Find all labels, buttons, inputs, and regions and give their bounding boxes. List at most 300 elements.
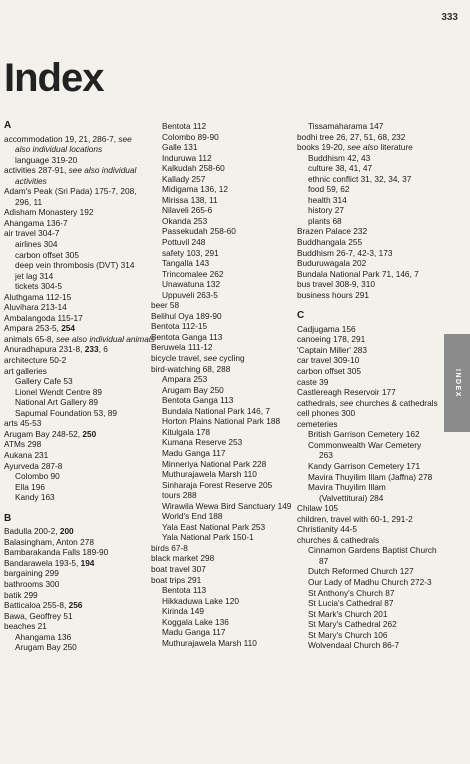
index-subentry [151,258,291,269]
entry-text: Madu Ganga 117 [162,447,226,458]
entry-text: Ambalangoda 115-17 [4,312,83,323]
entry-text: see also individual [68,165,137,176]
index-subentry [151,163,291,174]
index-subentry [297,609,439,620]
index-entry [297,524,439,535]
entry-text: deep vein thrombosis (DVT) 314 [15,260,135,271]
index-subentry [151,184,291,195]
entry-text: also individual locations [15,144,103,155]
entry-text: Buddhangala 255 [297,237,363,248]
entry-text: Bentota 112-15 [151,321,208,332]
index-subentry [151,532,291,543]
index-subentry [151,142,291,153]
entry-text: ATMs 298 [4,439,42,450]
entry-text: Sapumal Foundation 53, 89 [15,407,117,418]
entry-text: arts 45-53 [4,418,42,429]
entry-text: Arugam Bay 250 [162,384,224,395]
entry-text: beaches 21 [4,621,47,632]
index-subentry [151,121,291,132]
letter-heading: B [4,512,12,524]
entry-text: Ayurveda 287-8 [4,460,63,471]
index-entry [297,226,439,237]
index-subentry [297,461,439,472]
index-entry [4,228,158,239]
entry-text: Lionel Wendt Centre 89 [15,386,103,397]
index-subentry [151,448,291,459]
entry-text: 233 [84,344,99,355]
entry-text: Muthurajawela Marsh 110 [162,637,257,648]
entry-text: St Mary's Church 106 [308,629,388,640]
entry-text: Pottuvil 248 [162,237,206,248]
entry-text: caste 39 [297,376,329,387]
entry-text: Aukana 231 [4,449,49,460]
letter-heading: C [297,310,305,322]
index-subentry [297,472,439,483]
entry-text: black market 298 [151,553,215,564]
index-subentry [151,416,291,427]
entry-text: Aluvihara 213-14 [4,302,67,313]
index-entry [4,547,158,558]
entry-text: bathrooms 300 [4,578,60,589]
entry-text: architecture 50-2 [4,355,67,366]
index-subentry [4,642,158,653]
index-entry [4,429,158,440]
index-subentry [297,440,439,451]
entry-text: bicycle travel, [151,353,204,364]
entry-text: 263 [319,450,333,461]
index-subentry [151,596,291,607]
entry-text: Tissamaharama 147 [308,121,384,131]
index-subentry [151,511,291,522]
section-tab-label: INDEX [453,368,461,398]
entry-text: tickets 304-5 [15,281,63,292]
index-entry [297,334,439,345]
entry-text: 200 [59,526,74,537]
entry-text: air travel 304-7 [4,228,60,239]
entry-text: birds 67-8 [151,542,188,553]
index-subentry [151,585,291,596]
index-entry [297,355,439,366]
index-entry [4,355,158,366]
entry-text: Cinnamon Gardens Baptist Church [308,545,437,556]
entry-text: Beruwela 111-12 [151,342,213,353]
entry-text: Galle 131 [162,142,198,153]
entry-text: Yala National Park 150-1 [162,532,254,543]
index-entry [4,344,158,355]
index-entry [297,398,439,409]
entry-text: Mirissa 138, 11 [162,194,218,205]
index-entry [297,248,439,259]
index-subentry [297,577,439,588]
entry-text: Kumana Reserve 253 [162,437,243,448]
index-entry [297,366,439,377]
index-subentry [297,588,439,599]
entry-text: Uppuveli 263-5 [162,289,218,300]
index-subentry [151,480,291,491]
index-entry [4,450,158,461]
entry-text: Bentota 113 [162,585,207,596]
index-subentry [151,490,291,501]
index-entry [4,366,158,377]
entry-text: World's End 188 [162,511,223,522]
index-entry [4,439,158,450]
index-column-2 [151,121,291,648]
entry-text: tours 288 [162,490,197,501]
entry-text: Ampara 253-5, [4,323,62,334]
index-subentry [151,290,291,301]
entry-text: Cadjugama 156 [297,323,356,334]
entry-text: ethnic conflict 31, 32, 34, 37 [308,173,412,184]
index-subentry [4,471,158,482]
index-subentry [4,250,158,261]
index-entry [297,377,439,388]
entry-text: Minneriya National Park 228 [162,458,267,469]
entry-text: books 19-20, [297,142,348,153]
letter-heading: A [4,120,12,131]
index-subentry [4,482,158,493]
entry-text: Badulla 200-2, [4,526,60,537]
entry-text: boat travel 307 [151,563,206,574]
entry-text: Ahangama 136-7 [4,217,68,228]
entry-text: art galleries [4,365,47,376]
entry-text: Adam's Peak (Sri Pada) 175-7, 208, [4,186,137,197]
entry-text: 194 [80,557,95,568]
index-subentry [151,153,291,164]
entry-text: Batticaloa 255-8, [4,600,69,611]
index-subentry [151,522,291,533]
page-title: Index [4,56,104,100]
index-entry [151,543,291,554]
entry-text: activities [15,175,47,186]
entry-text: Midigama 136, 12 [162,184,228,195]
index-entry [4,418,158,429]
entry-text: food 59, 62 [308,184,350,195]
index-entry [4,558,158,569]
index-subentry [297,450,439,461]
index-entry [151,575,291,586]
entry-text: Nilaveli 265-6 [162,205,213,216]
index-entry [297,419,439,430]
index-subentry [4,271,158,282]
index-entry [151,564,291,575]
index-subentry [151,248,291,259]
entry-text: culture 38, 41, 47 [308,163,373,174]
entry-text: cemeteries [297,418,338,429]
index-entry [4,611,158,622]
index-entry [297,142,439,153]
index-subentry [4,144,158,155]
index-entry [4,590,158,601]
index-subentry [151,606,291,617]
entry-text: carbon offset 305 [297,366,361,377]
index-subentry [151,501,291,512]
entry-text: St Anthony's Church 87 [308,587,395,598]
entry-text: beer 58 [151,300,180,311]
entry-text: Ella 196 [15,481,45,492]
index-subentry [151,374,291,385]
entry-text: animals 65-8, [4,333,57,344]
index-subentry [297,121,439,132]
entry-text: 250 [82,428,97,439]
index-subentry [4,260,158,271]
index-subentry [297,598,439,609]
entry-text: bus travel 308-9, 310 [297,279,375,290]
entry-text: Colombo 89-90 [162,131,219,142]
entry-text: Bandarawela 193-5, [4,557,81,568]
index-entry [4,537,158,548]
index-entry [4,526,158,537]
index-entry [297,132,439,143]
index-entry [297,408,439,419]
index-entry [4,323,158,334]
entry-text: Yala East National Park 253 [162,521,266,532]
entry-text: Kandy 163 [15,492,55,503]
entry-text: Kallady 257 [162,173,206,184]
index-subentry [151,174,291,185]
entry-text: see [203,353,217,364]
index-subentry [151,459,291,470]
entry-text: churches & cathedrals [353,397,438,408]
index-subentry [151,237,291,248]
index-subentry [151,638,291,649]
entry-text: language 319-20 [15,154,78,165]
index-subentry [4,155,158,166]
index-subentry [4,387,158,398]
entry-text: Koggala Lake 136 [162,616,229,627]
index-subentry [297,174,439,185]
entry-text: Trincomalee 262 [162,268,224,279]
entry-text: Tangalla 143 [162,258,210,269]
entry-text: Chilaw 105 [297,503,339,514]
entry-text: Buduruwagala 202 [297,258,367,269]
index-entry [297,290,439,301]
index-subentry [151,132,291,143]
index-entry [151,353,291,364]
entry-text: see also [347,142,379,153]
index-entry [297,324,439,335]
entry-text: churches & cathedrals [297,534,380,545]
entry-text: car travel 309-10 [297,355,360,366]
entry-text: Arugam Bay 250 [15,642,77,653]
index-entry [4,313,158,324]
index-subentry [297,153,439,164]
entry-text: Aluthgama 112-15 [4,291,72,302]
entry-text: 'Captain Miller' 283 [297,344,368,355]
entry-text: Brazen Palace 232 [297,226,368,237]
index-entry [4,579,158,590]
index-subentry [297,195,439,206]
entry-text: see [339,397,354,408]
entry-text: see also individual animals [56,333,155,344]
index-entry [4,165,158,176]
index-entry [151,553,291,564]
index-subentry [151,406,291,417]
entry-text: Bentota Ganga 113 [151,331,223,342]
index-entry [4,568,158,579]
entry-text: carbon offset 305 [15,249,79,260]
index-subentry [151,269,291,280]
index-entry [4,334,158,345]
entry-text: boat trips 291 [151,574,202,585]
entry-text: Okanda 253 [162,215,208,226]
entry-text: Adisham Monastery 192 [4,207,94,218]
entry-text: bargaining 299 [4,568,59,579]
index-subentry [297,205,439,216]
entry-text: Kirinda 149 [162,606,204,617]
entry-text: cathedrals, [297,397,340,408]
index-entry [297,345,439,356]
index-entry [4,207,158,218]
entry-text: activities 287-91, [4,165,69,176]
index-subentry [297,566,439,577]
entry-text: bodhi tree 26, 27, 51, 68, 232 [297,131,406,142]
entry-text: Buddhism 26-7, 42-3, 173 [297,247,393,258]
index-entry [4,218,158,229]
index-column-3 [297,121,439,651]
entry-text: batik 299 [4,589,38,600]
entry-text: Bundala National Park 71, 146, 7 [297,268,419,279]
entry-text: Buddhism 42, 43 [308,152,371,163]
entry-text: 256 [68,600,83,611]
index-subentry [297,429,439,440]
index-subentry [297,619,439,630]
entry-text: Kitulgala 178 [162,426,210,437]
index-entry [4,461,158,472]
entry-text: Horton Plains National Park 188 [162,416,281,427]
entry-text: 254 [61,323,76,334]
entry-text: Arugam Bay 248-52, [4,428,83,439]
index-column-1 [4,121,158,653]
index-subentry [4,492,158,503]
index-entry [297,514,439,525]
entry-text: Induruwa 112 [162,152,212,163]
index-subentry [297,640,439,651]
index-subentry [151,385,291,396]
entry-text: 87 [319,555,329,566]
entry-text: Passekudah 258-60 [162,226,236,237]
entry-text: canoeing 178, 291 [297,334,366,345]
index-entry [297,279,439,290]
entry-text: Bawa, Geoffrey 51 [4,610,73,621]
entry-text: Kandy Garrison Cemetery 171 [308,460,421,471]
entry-text: Bentota 112 [162,121,207,131]
index-entry [297,258,439,269]
index-subentry [4,176,158,187]
section-tab [444,334,470,432]
entry-text: plants 68 [308,215,342,226]
entry-text: literature [378,142,413,153]
entry-text: Ahangama 136 [15,631,72,642]
index-entry [151,364,291,375]
index-entry [297,237,439,248]
entry-text: bird-watching 68, 288 [151,363,231,374]
index-subentry [297,556,439,567]
entry-text: children, travel with 60-1, 291-2 [297,513,413,524]
index-entry [151,300,291,311]
index-subentry [151,195,291,206]
entry-text: business hours 291 [297,289,369,300]
entry-text: Sinharaja Forest Reserve 205 [162,479,273,490]
index-subentry [4,281,158,292]
page-number: 333 [441,12,458,23]
entry-text: St Mary's Cathedral 262 [308,619,397,630]
index-subentry [151,279,291,290]
entry-text: Wolvendaal Church 86-7 [308,640,400,651]
index-entry [4,600,158,611]
entry-text: Christianity 44-5 [297,524,357,535]
index-entry [151,342,291,353]
entry-text: St Mark's Church 201 [308,608,388,619]
index-subentry [151,469,291,480]
entry-text: accommodation 19, 21, 286-7, [4,133,119,144]
entry-text: Hikkaduwa Lake 120 [162,595,240,606]
entry-text: Ampara 253 [162,374,208,385]
entry-text: Colombo 90 [15,471,60,482]
index-subentry [151,395,291,406]
entry-text: Belihul Oya 189-90 [151,310,222,321]
entry-text: airlines 304 [15,239,58,250]
index-subentry [297,482,439,493]
index-entry [151,321,291,332]
entry-text: history 27 [308,205,344,216]
index-subentry [151,226,291,237]
index-entry [4,186,158,197]
index-subentry [151,627,291,638]
index-entry [297,503,439,514]
entry-text: St Lucia's Cathedral 87 [308,598,394,609]
entry-text: Bentota Ganga 113 [162,395,234,406]
entry-text: cycling [216,353,245,364]
entry-text: Bambarakanda Falls 189-90 [4,547,109,558]
index-subentry [151,437,291,448]
entry-text: Mavira Thuyilim Illam (Jaffna) 278 [308,471,433,482]
index-entry [151,332,291,343]
index-subentry [4,408,158,419]
entry-text: Muthurajawela Marsh 110 [162,469,257,480]
index-subentry [4,376,158,387]
index-subentry [4,197,158,208]
entry-text: Madu Ganga 117 [162,627,226,638]
entry-text: Our Lady of Madhu Church 272-3 [308,576,432,587]
index-subentry [297,630,439,641]
entry-text: cell phones 300 [297,408,356,419]
index-subentry [4,239,158,250]
index-entry [4,302,158,313]
entry-text: Anuradhapura 231-8, [4,344,85,355]
index-subentry [151,427,291,438]
index-subentry [4,397,158,408]
entry-text: see [118,133,132,144]
entry-text: (Valvettiturai) 284 [319,492,384,503]
index-subentry [297,216,439,227]
entry-text: Dutch Reformed Church 127 [308,566,414,577]
entry-text: Kalkudah 258-60 [162,163,225,174]
index-subentry [151,617,291,628]
index-subentry [151,205,291,216]
entry-text: Wirawila Wewa Bird Sanctuary 149 [162,500,292,511]
index-entry [297,387,439,398]
entry-text: Gallery Cafe 53 [15,376,73,387]
index-entry [4,134,158,145]
index-subentry [151,216,291,227]
entry-text: Bundala National Park 146, 7 [162,405,270,416]
entry-text: health 314 [308,194,347,205]
index-entry [151,311,291,322]
index-subentry [297,493,439,504]
index-subentry [297,545,439,556]
entry-text: Balasingham, Anton 278 [4,536,94,547]
entry-text: Unawatuna 132 [162,279,221,290]
